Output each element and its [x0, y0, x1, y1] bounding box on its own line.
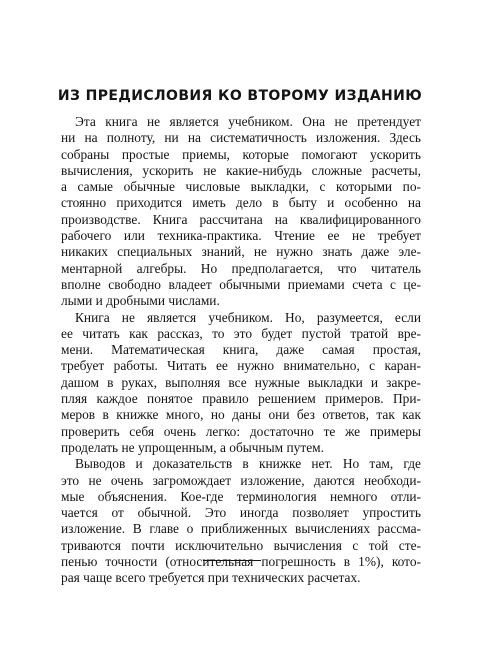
text-line: проверить себя очень легко: достаточно те же примеры	[61, 423, 421, 439]
text-line: вычисления, ускорить не какие-нибудь сложные расчеты,	[61, 162, 421, 178]
text-line: никаких специальных знаний, не нужно знать даже эле-	[61, 244, 421, 260]
text-line: собраны простые приемы, которые помогают ускорить	[61, 146, 421, 162]
text-line: ее читать как рассказ, то это будет пустой тратой вре-	[61, 325, 421, 341]
preface-text	[61, 114, 421, 587]
text-line: триваются почти исключительно вычисления с той сте-	[61, 537, 421, 553]
text-line: ни на полноту, ни на систематичность изложения. Здесь	[61, 130, 421, 146]
text-line: вполне свободно владеет обычными приемами счета с це-	[61, 276, 421, 292]
paragraph	[61, 456, 421, 586]
paragraph	[61, 310, 421, 457]
text-line: пенью точности (относительная погрешность в 1%), кото-	[61, 554, 421, 570]
end-divider	[203, 560, 261, 561]
text-line: мени. Математическая книга, даже самая простая,	[61, 342, 421, 358]
text-line: проделать не упрощенным, а обычным путем.	[61, 439, 324, 455]
text-line: изложение. В главе о приближенных вычислениях рассма-	[61, 521, 421, 537]
text-line: дашом в руках, выполняя все нужные выкладки и закре-	[61, 374, 421, 390]
text-line: мые объяснения. Кое-где терминология немного отли-	[61, 488, 421, 504]
text-line: меров в книжке много, но даны они без ответов, так как	[61, 407, 421, 423]
text-line: ментарной алгебры. Но предполагается, что читатель	[61, 260, 421, 276]
text-line: рая чаще всего требуется при технических расчетах.	[61, 570, 361, 586]
text-line: Эта книга не является учебником. Она не претендует	[75, 114, 421, 129]
text-line: Выводов и доказательств в книжке нет. Но там, где	[75, 456, 421, 472]
text-line: требует работы. Читать ее нужно внимательно, с каран-	[61, 358, 421, 374]
paragraph	[61, 114, 421, 310]
text-line: рабочего или техника-практика. Чтение ее не требует	[61, 228, 421, 244]
text-line: пляя каждое понятое правило решением примеров. При-	[61, 391, 421, 407]
text-line: а самые обычные числовые выкладки, с которыми по-	[61, 179, 421, 195]
text-line: стоянно приходится иметь дело в быту и особенно на	[61, 195, 421, 211]
paragraph-list	[61, 114, 421, 587]
text-line: Книга не является учебником. Но, разумеется, если	[75, 309, 421, 325]
text-line: чается от обычной. Это иногда позволяет упростить	[61, 505, 421, 521]
chapter-heading: ИЗ ПРЕДИСЛОВИЯ КО ВТОРОМУ ИЗДАНИЮ	[57, 88, 423, 104]
text-line: лыми и дробными числами.	[61, 293, 220, 309]
text-line: производстве. Книга рассчитана на квалифицированного	[61, 211, 421, 227]
text-line: это не очень загромождает изложение, даются необходи-	[61, 472, 421, 488]
